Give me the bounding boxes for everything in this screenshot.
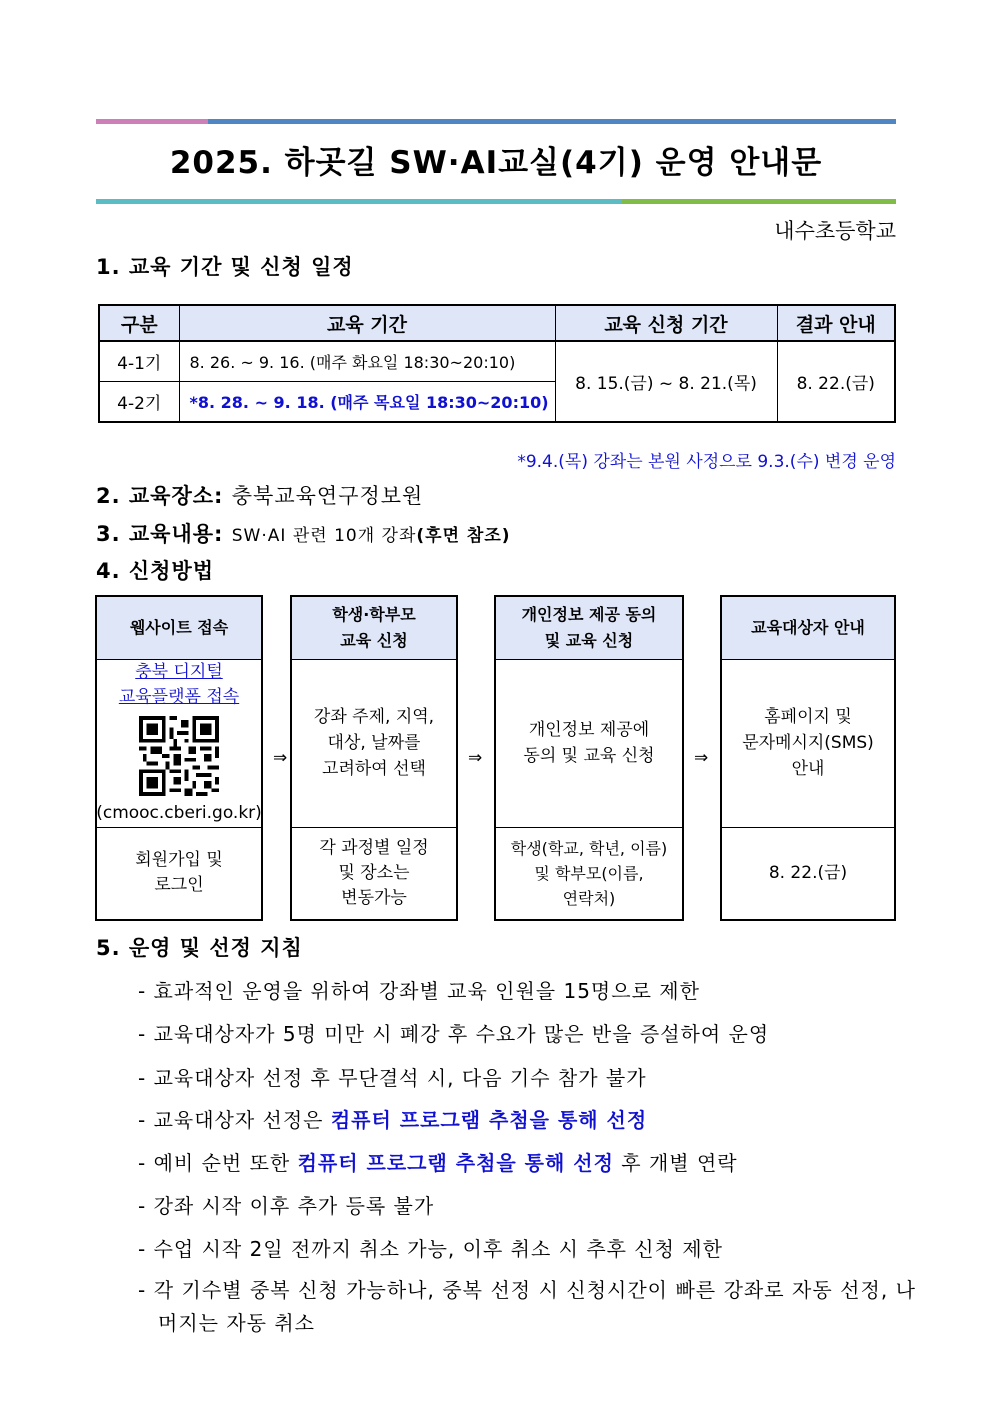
step-foot: 학생(학교, 학년, 이름) 및 학부모(이름, 연락처) — [510, 838, 668, 908]
period-cell: 8. 26. ~ 9. 16. (매주 화요일 18:30~20:10) — [179, 341, 555, 382]
apply-period-cell: 8. 15.(금) ~ 8. 21.(목) — [555, 341, 777, 422]
step-notify-participants — [720, 595, 896, 921]
section4-heading: 4. 신청방법 — [96, 559, 215, 583]
top-bar-blue — [208, 119, 896, 124]
step-body — [97, 659, 261, 828]
section3-suffix: (후면 참조) — [416, 526, 511, 546]
step-privacy-consent — [494, 595, 684, 921]
period-cell: *8. 28. ~ 9. 18. (매주 목요일 18:30~20:10) — [179, 382, 555, 423]
col-header-result: 결과 안내 — [777, 305, 895, 341]
list-item: - 각 기수별 중복 신청 가능하나, 중복 선정 시 신청시간이 빠른 강좌로 자동 선정, 나머지는 자동 취소 — [138, 1278, 916, 1335]
list-item: - 교육대상자 선정 후 무단결석 시, 다음 기수 참가 불가 — [138, 1066, 647, 1090]
step-body: 개인정보 제공에 동의 및 교육 신청 — [496, 659, 682, 828]
step-head: 개인정보 제공 동의 및 교육 신청 — [496, 597, 682, 660]
result-date-cell: 8. 22.(금) — [777, 341, 895, 422]
schedule-note: *9.4.(목) 강좌는 본원 사정으로 9.3.(수) 변경 운영 — [517, 452, 896, 472]
step-foot: 각 과정별 일정 및 장소는 변동가능 — [319, 837, 429, 908]
schedule-header-row — [99, 305, 895, 341]
list-item: - 교육대상자 선정은 컴퓨터 프로그램 추첨을 통해 선정 — [138, 1108, 648, 1132]
list-item: - 수업 시작 2일 전까지 취소 가능, 이후 취소 시 추후 신청 제한 — [138, 1237, 723, 1261]
step-body: 홈페이지 및 문자메시지(SMS) 안내 — [722, 659, 894, 828]
platform-link[interactable]: 충북 디지털 교육플랫폼 접속 — [118, 662, 240, 707]
col-header-period: 교육 기간 — [179, 305, 555, 341]
emphasis-text: 컴퓨터 프로그램 추첨을 통해 선정 — [330, 1108, 648, 1132]
bottom-bar-green — [622, 199, 896, 204]
step-head: 학생·학부모 교육 신청 — [292, 597, 456, 660]
section3-label: 3. 교육내용: — [96, 522, 224, 546]
section3-line — [96, 518, 511, 548]
emphasis-text: 컴퓨터 프로그램 추첨을 통해 선정 — [297, 1151, 614, 1175]
step-body: 강좌 주제, 지역, 대상, 날짜를 고려하여 선택 — [292, 659, 456, 828]
step-head: 교육대상자 안내 — [722, 597, 894, 660]
list-item: - 예비 순번 또한 컴퓨터 프로그램 추첨을 통해 선정 후 개별 연락 — [138, 1151, 738, 1175]
list-item: - 효과적인 운영을 위하여 강좌별 교육 인원을 15명으로 제한 — [138, 979, 700, 1003]
list-item: - 교육대상자가 5명 미만 시 폐강 후 수요가 많은 반을 증설하여 운영 — [138, 1022, 770, 1046]
step-foot: 회원가입 및 로그인 — [135, 850, 223, 895]
step-website-access — [95, 595, 263, 921]
step-arrow: ⇒ — [273, 748, 288, 768]
section2-label: 2. 교육장소: — [96, 484, 224, 508]
list-item: - 강좌 시작 이후 추가 등록 불가 — [138, 1194, 435, 1218]
col-header-apply: 교육 신청 기간 — [555, 305, 777, 341]
section2-value: 충북교육연구정보원 — [231, 484, 424, 508]
page-title: 2025. 하곳길 SW·AI교실(4기) 운영 안내문 — [169, 145, 823, 181]
platform-url: (cmooc.cberi.go.kr) — [96, 803, 262, 823]
step-arrow: ⇒ — [694, 748, 709, 768]
section3-value: SW·AI 관련 10개 강좌 — [231, 526, 417, 546]
col-header-category: 구분 — [99, 305, 179, 341]
step-head: 웹사이트 접속 — [97, 597, 261, 660]
step-foot: 8. 22.(금) — [768, 862, 848, 883]
cohort-cell: 4-1기 — [99, 341, 179, 382]
section2-line — [96, 480, 423, 510]
step-arrow: ⇒ — [468, 748, 483, 768]
section5-heading: 5. 운영 및 선정 지침 — [96, 936, 303, 960]
school-name: 내수초등학교 — [774, 219, 896, 243]
top-bar-pink — [96, 119, 208, 124]
table-row — [99, 341, 895, 382]
cohort-cell: 4-2기 — [99, 382, 179, 423]
qr-code-icon — [139, 716, 219, 796]
section1-heading: 1. 교육 기간 및 신청 일정 — [96, 255, 354, 279]
bottom-bar-teal — [96, 199, 622, 204]
step-apply-education — [290, 595, 458, 921]
schedule-table — [98, 304, 896, 423]
